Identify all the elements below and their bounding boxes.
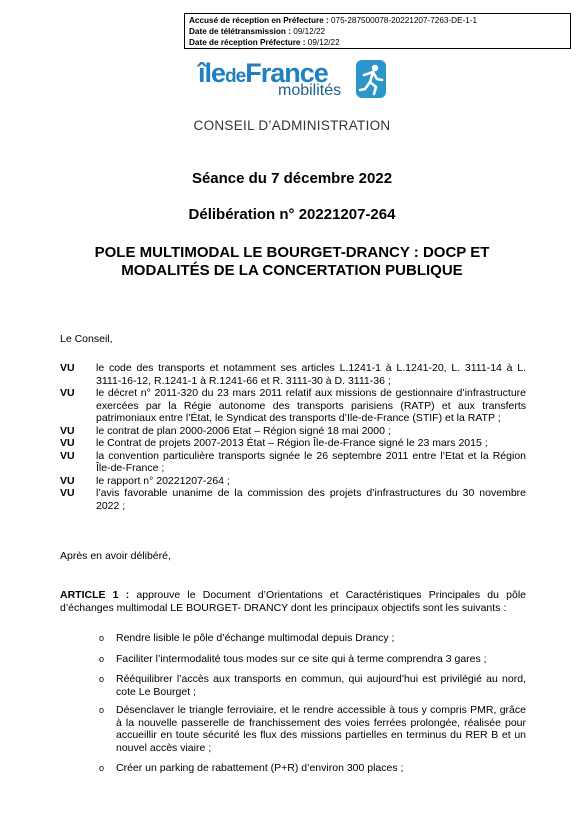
stamp-line-accuse: Accusé de réception en Préfecture : 075-287500078-20221207-7263-DE-1-1 — [189, 16, 478, 25]
stamp-line-reception: Date de réception Préfecture : 09/12/22 — [189, 38, 340, 47]
vu-item: VU le code des transports et notamment ses articles L.1241-1 à L.1241-20, L. 3111-14 à L. 3111-16-12, R.1241-1 à R.1241-66 et R. 3111-30 à D. 3111-36 ; — [60, 362, 526, 387]
vu-list — [60, 362, 526, 512]
logo-subword: mobilités — [278, 82, 342, 99]
deliberation-statement: Après en avoir délibéré, — [60, 550, 171, 562]
title-line-1: POLE MULTIMODAL LE BOURGET-DRANCY : DOCP ET — [94, 244, 490, 261]
article-text: approuve le Document d’Orientations et Caractéristiques Principales du pôle d’échanges multimodal LE BOURGET- DRANCY dont les principaux objectifs sont les suivants : — [60, 589, 527, 614]
list-item: o Rendre lisible le pôle d’échange multimodal depuis Drancy ; — [99, 632, 395, 644]
list-item: o Rééquilibrer l’accès aux transports en commun, qui aujourd’hui est privilégié au nord, cote Le Bourget ; — [99, 673, 526, 698]
prefecture-stamp — [184, 13, 571, 49]
article-label: ARTICLE 1 : — [60, 589, 130, 601]
intro-text: Le Conseil, — [60, 333, 113, 345]
list-item: o Créer un parking de rabattement (P+R) d’environ 300 places ; — [99, 762, 404, 774]
idf-mobilites-logo — [198, 58, 388, 102]
title-line-2: MODALITÉS DE LA CONCERTATION PUBLIQUE — [121, 262, 463, 279]
objectives-list — [99, 632, 526, 775]
running-person-icon — [356, 60, 386, 98]
logo-wordmark: îledeFrance — [198, 58, 328, 88]
vu-item: VU le contrat de plan 2000-2006 Etat – Région signé 18 mai 2000 ; — [60, 424, 391, 437]
bullet-icon: o — [99, 633, 105, 643]
deliberation-number: Délibération n° 20221207-264 — [188, 206, 396, 223]
article-1 — [60, 589, 526, 614]
session-date: Séance du 7 décembre 2022 — [191, 170, 393, 187]
vu-item: VU le décret n° 2011-320 du 23 mars 2011 relatif aux missions de gestionnaire d’infrastructure exercées par la Régie autonome des transports parisiens (RATP) et aux transferts patrimoniaux entre l’État, le Syndicat des transports d’Ile-de-France (STIF) et la RATP ; — [60, 387, 526, 424]
list-item: o Faciliter l’intermodalité tous modes sur ce site qui à terme comprendra 3 gares ; — [99, 652, 487, 665]
bullet-icon: o — [99, 705, 105, 715]
bullet-icon: o — [99, 674, 105, 684]
document-title — [60, 244, 524, 280]
vu-item: VU l’avis favorable unanime de la commission des projets d’infrastructures du 30 novembre 2022 ; — [60, 487, 526, 512]
council-heading: CONSEIL D’ADMINISTRATION — [193, 118, 391, 133]
vu-item: VU le Contrat de projets 2007-2013 État – Région Île-de-France signé le 23 mars 2015 ; — [60, 437, 488, 449]
list-item: o Désenclaver le triangle ferroviaire, et le rendre accessible à tous y compris PMR, grâce à la nouvelle passerelle de franchissement des voies ferrées prolongée, réalisée pour accueillir en toute sécurité les flux des missions partielles en terminus du RER B et un nouvel accès viaire ; — [99, 704, 526, 754]
bullet-icon: o — [99, 763, 105, 773]
bullet-icon: o — [99, 653, 105, 664]
vu-item: VU le rapport n° 20221207-264 ; — [60, 474, 230, 487]
vu-item: VU la convention particulière transports signée le 26 septembre 2011 entre l’Etat et la Région Île-de-France ; — [60, 449, 526, 474]
stamp-line-teletransmission: Date de télétransmission : 09/12/22 — [189, 27, 326, 36]
